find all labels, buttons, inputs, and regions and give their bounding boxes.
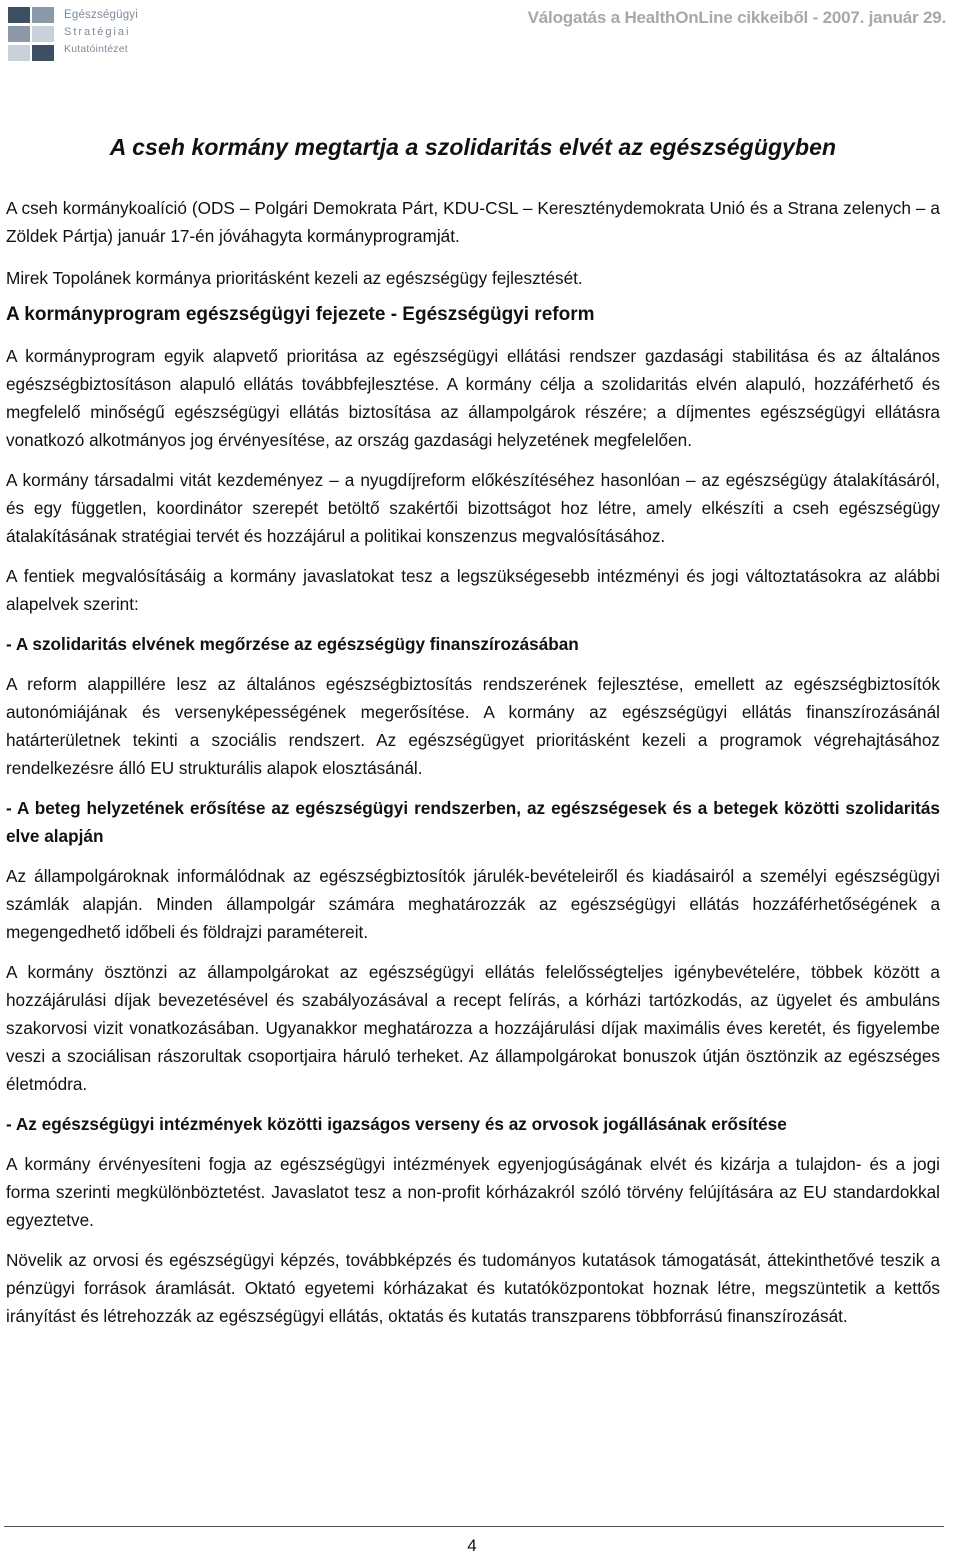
- logo-line-1: Egészségügyi: [64, 9, 138, 21]
- subheading-3: - Az egészségügyi intézmények közötti igazságos verseny és az orvosok jogállásának erősítése: [6, 1114, 787, 1134]
- source-date-label: Válogatás a HealthOnLine cikkeiből - 2007. január 29.: [527, 8, 946, 27]
- institute-logo: [6, 5, 146, 65]
- logo-line-2: Stratégiai: [64, 26, 131, 38]
- footer-divider: [4, 1526, 944, 1527]
- subheading-2: - A beteg helyzetének erősítése az egészségügyi rendszerben, az egészségesek és a betegek közötti szolidaritás elve alapján: [6, 798, 940, 846]
- paragraph-5: Az állampolgároknak informálódnak az egészségbiztosítók járulék-bevételeiről és kiadásairól a személyi egészségügyi számlák alapján. Minden állampolgár számára meghatározzák az egészségügyi ellátás hozzáférhetőségének a megengedhető időbeli és földrajzi paramétereit.: [6, 866, 940, 942]
- paragraph-3: A fentiek megvalósításáig a kormány javaslatokat tesz a legszükségesebb intézményi és jogi változtatásokra az alábbi alapelvek szerint:: [6, 566, 940, 614]
- paragraph-2: A kormány társadalmi vitát kezdeményez – a nyugdíjreform előkészítéséhez hasonlóan – az egészségügy átalakításáról, és egy független, koordinátor szerepét betöltő szakértői bizottságot hoz létre, amely elkészíti a cseh egészségügy átalakításának stratégiai tervét és hozzájárul a politikai konszenzus megvalósításához.: [6, 470, 940, 546]
- institute-logo-text: [64, 7, 149, 58]
- article-title: A cseh kormány megtartja a szolidaritás elvét az egészségügyben: [109, 134, 837, 160]
- page-number: 4: [467, 1536, 477, 1555]
- logo-line-3: Kutatóintézet: [64, 43, 128, 55]
- paragraph-1: A kormányprogram egyik alapvető prioritása az egészségügyi ellátási rendszer gazdasági stabilitása és az általános egészségbiztosításon alapuló ellátás továbbfejlesztése. A kormány célja a szolidaritás elvén alapuló, hozzáférhető és megfelelő minőségű egészségügyi ellátás biztosítása az állampolgárok részére; a díjmentes egészségügyi ellátásra vonatkozó alkotmányos jog érvényesítése, az ország gazdasági helyzetének megfelelően.: [6, 346, 940, 450]
- paragraph-7: A kormány érvényesíteni fogja az egészségügyi intézmények egyenjogúságának elvét és kizárja a tulajdon- és a jogi forma szerinti megkülönböztetést. Javaslatot tesz a non-profit kórházakról szóló törvény felújítására az EU standardokkal egyeztetve.: [6, 1154, 940, 1230]
- paragraph-8: Növelik az orvosi és egészségügyi képzés, továbbképzés és tudományos kutatások támogatását, áttekinthetővé teszik a pénzügyi források áramlását. Oktató egyetemi kórházakat és kutatóközpontokat hoznak létre, megszüntetik a kettős irányítást és létrehozzák az egészségügyi ellátás, oktatás és kutatás transzparens többforrású finanszírozását.: [6, 1250, 940, 1326]
- article-body: [6, 130, 940, 1342]
- subheading-1: - A szolidaritás elvének megőrzése az egészségügy finanszírozásában: [6, 634, 579, 654]
- page-header: [0, 0, 960, 72]
- institute-logo-icon: [6, 5, 58, 65]
- paragraph-4: A reform alappillére lesz az általános egészségbiztosítás rendszerének fejlesztése, emellett az egészségbiztosítók autonómiájának és versenyképességének megerősítése. A kormány az egészségügyi ellátás finanszírozásánál határterületnek tekinti a szociális rendszert. Az egészségügyet prioritásként kezeli a programok végrehajtásához rendelkezésre álló EU strukturális alapok elosztásánál.: [6, 674, 940, 778]
- paragraph-6: A kormány ösztönzi az állampolgárokat az egészségügyi ellátás felelősségteljes igénybevételére, többek között a hozzájárulási díjak bevezetésével és szabályozásával a recept felírás, a kórházi tartózkodás, az ügyelet és ambuláns szakorvosi vizit vonatkozásában. Ugyanakkor meghatározza a hozzájárulási díjak maximális éves keretét, és figyelembe veszi a szociálisan rászorultak csoportjaira háruló terheket. Az állampolgárokat bonuszok útján ösztönzik az egészséges életmódra.: [6, 962, 940, 1094]
- section-heading: A kormányprogram egészségügyi fejezete - Egészségügyi reform: [6, 304, 595, 325]
- intro-paragraph: A cseh kormánykoalíció (ODS – Polgári Demokrata Párt, KDU-CSL – Kereszténydemokrata Unió és a Strana zelenych – a Zöldek Pártja) január 17-én jóváhagyta kormányprogramját.: [6, 198, 940, 246]
- intro-paragraph-2: Mirek Topolánek kormánya prioritásként kezeli az egészségügy fejlesztését.: [6, 268, 583, 288]
